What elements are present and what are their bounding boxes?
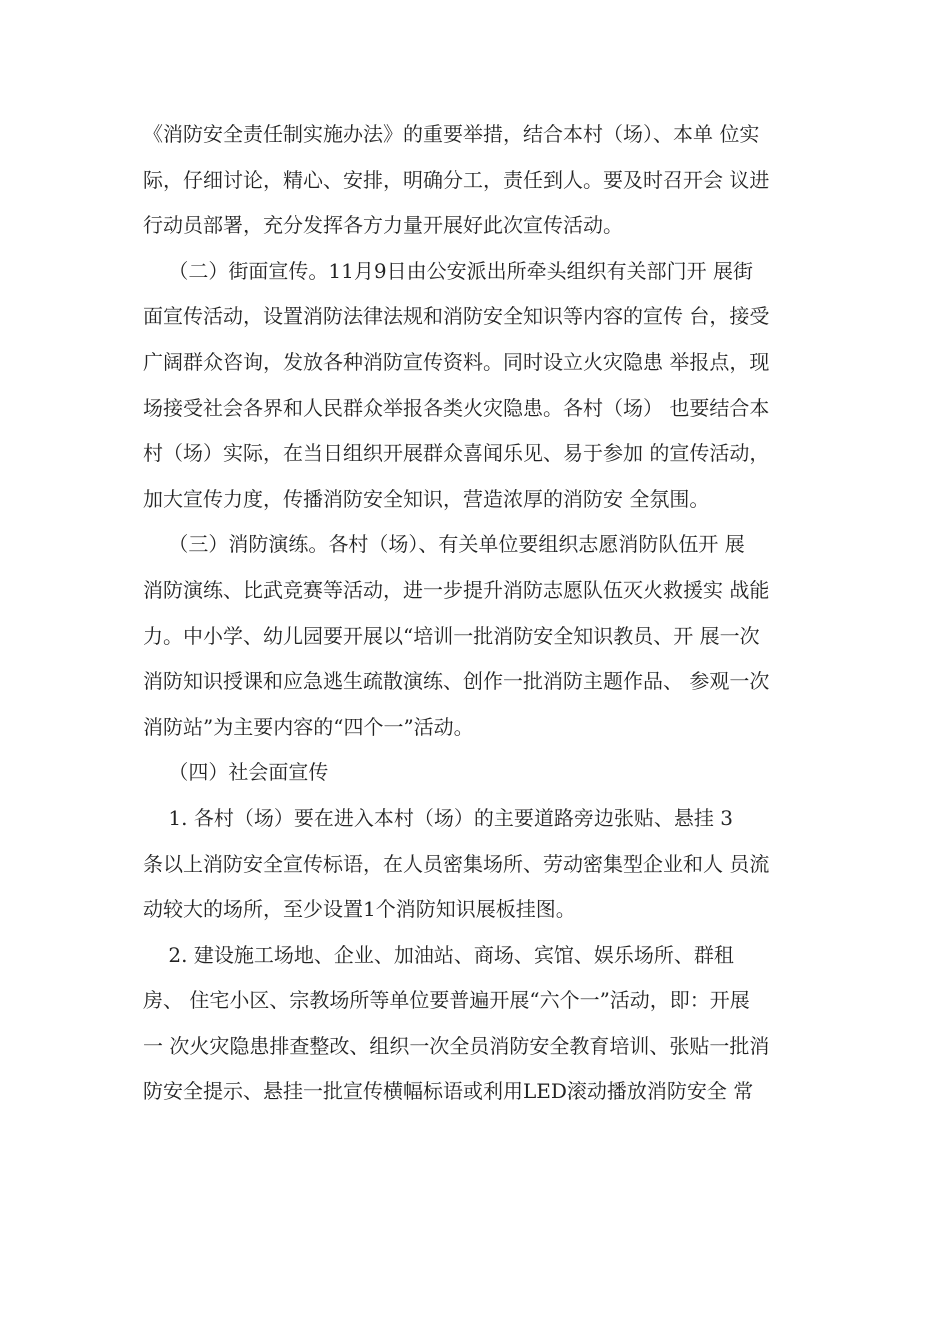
text-line: 消防站”为主要内容的“四个一”活动。 bbox=[143, 714, 474, 739]
body-text bbox=[143, 112, 823, 1115]
text-line: 《消防安全责任制实施办法》的重要举措，结合本村（场）、本单 位实 bbox=[143, 122, 760, 146]
text-line: 际，仔细讨论，精心、安排，明确分工，责任到人。要及时召开会 议进 bbox=[143, 167, 770, 192]
text-line: 动较大的场所，至少设置1个消防知识展板挂图。 bbox=[143, 897, 576, 922]
text-line: 加大宣传力度，传播消防安全知识，营造浓厚的消防安 全氛围。 bbox=[143, 486, 710, 511]
text-line: （四）社会面宣传 bbox=[143, 760, 329, 785]
text-line: 条以上消防安全宣传标语，在人员密集场所、劳动密集型企业和人 员流 bbox=[143, 851, 770, 876]
text-line: 防安全提示、悬挂一批宣传横幅标语或利用LED滚动播放消防安全 常 bbox=[143, 1079, 754, 1104]
text-line: 村（场）实际，在当日组织开展群众喜闻乐见、易于参加 的宣传活动， bbox=[143, 441, 770, 466]
text-line: 一 次火灾隐患排查整改、组织一次全员消防安全教育培训、张贴一批消 bbox=[143, 1033, 770, 1058]
text-line: 2. 建设施工场地、企业、加油站、商场、宾馆、娱乐场所、群租 bbox=[143, 942, 734, 967]
text-line: （三）消防演练。各村（场）、有关单位要组织志愿消防队伍开 展 bbox=[143, 532, 745, 557]
text-line: 消防演练、比武竞赛等活动，进一步提升消防志愿队伍灭火救援实 战能 bbox=[143, 577, 770, 602]
text-line: 消防知识授课和应急逃生疏散演练、创作一批消防主题作品、 参观一次 bbox=[143, 669, 770, 694]
text-line: 行动员部署，充分发挥各方力量开展好此次宣传活动。 bbox=[143, 213, 623, 238]
text-line: 广阔群众咨询，发放各种消防宣传资料。同时设立火灾隐患 举报点，现 bbox=[143, 349, 770, 374]
text-line: 1. 各村（场）要在进入本村（场）的主要道路旁边张贴、悬挂 3 bbox=[143, 805, 733, 830]
text-line: 场接受社会各界和人民群众举报各类火灾隐患。各村（场） 也要结合本 bbox=[143, 395, 770, 420]
text-line: （二）街面宣传。11月9日由公安派出所牵头组织有关部门开 展街 bbox=[143, 258, 753, 283]
text-line: 房、 住宅小区、宗教场所等单位要普遍开展“六个一”活动，即：开展 bbox=[143, 988, 750, 1013]
text-line: 力。中小学、幼儿园要开展以“培训一批消防安全知识教员、开 展一次 bbox=[143, 623, 760, 648]
text-line: 面宣传活动，设置消防法律法规和消防安全知识等内容的宣传 台，接受 bbox=[143, 304, 770, 329]
